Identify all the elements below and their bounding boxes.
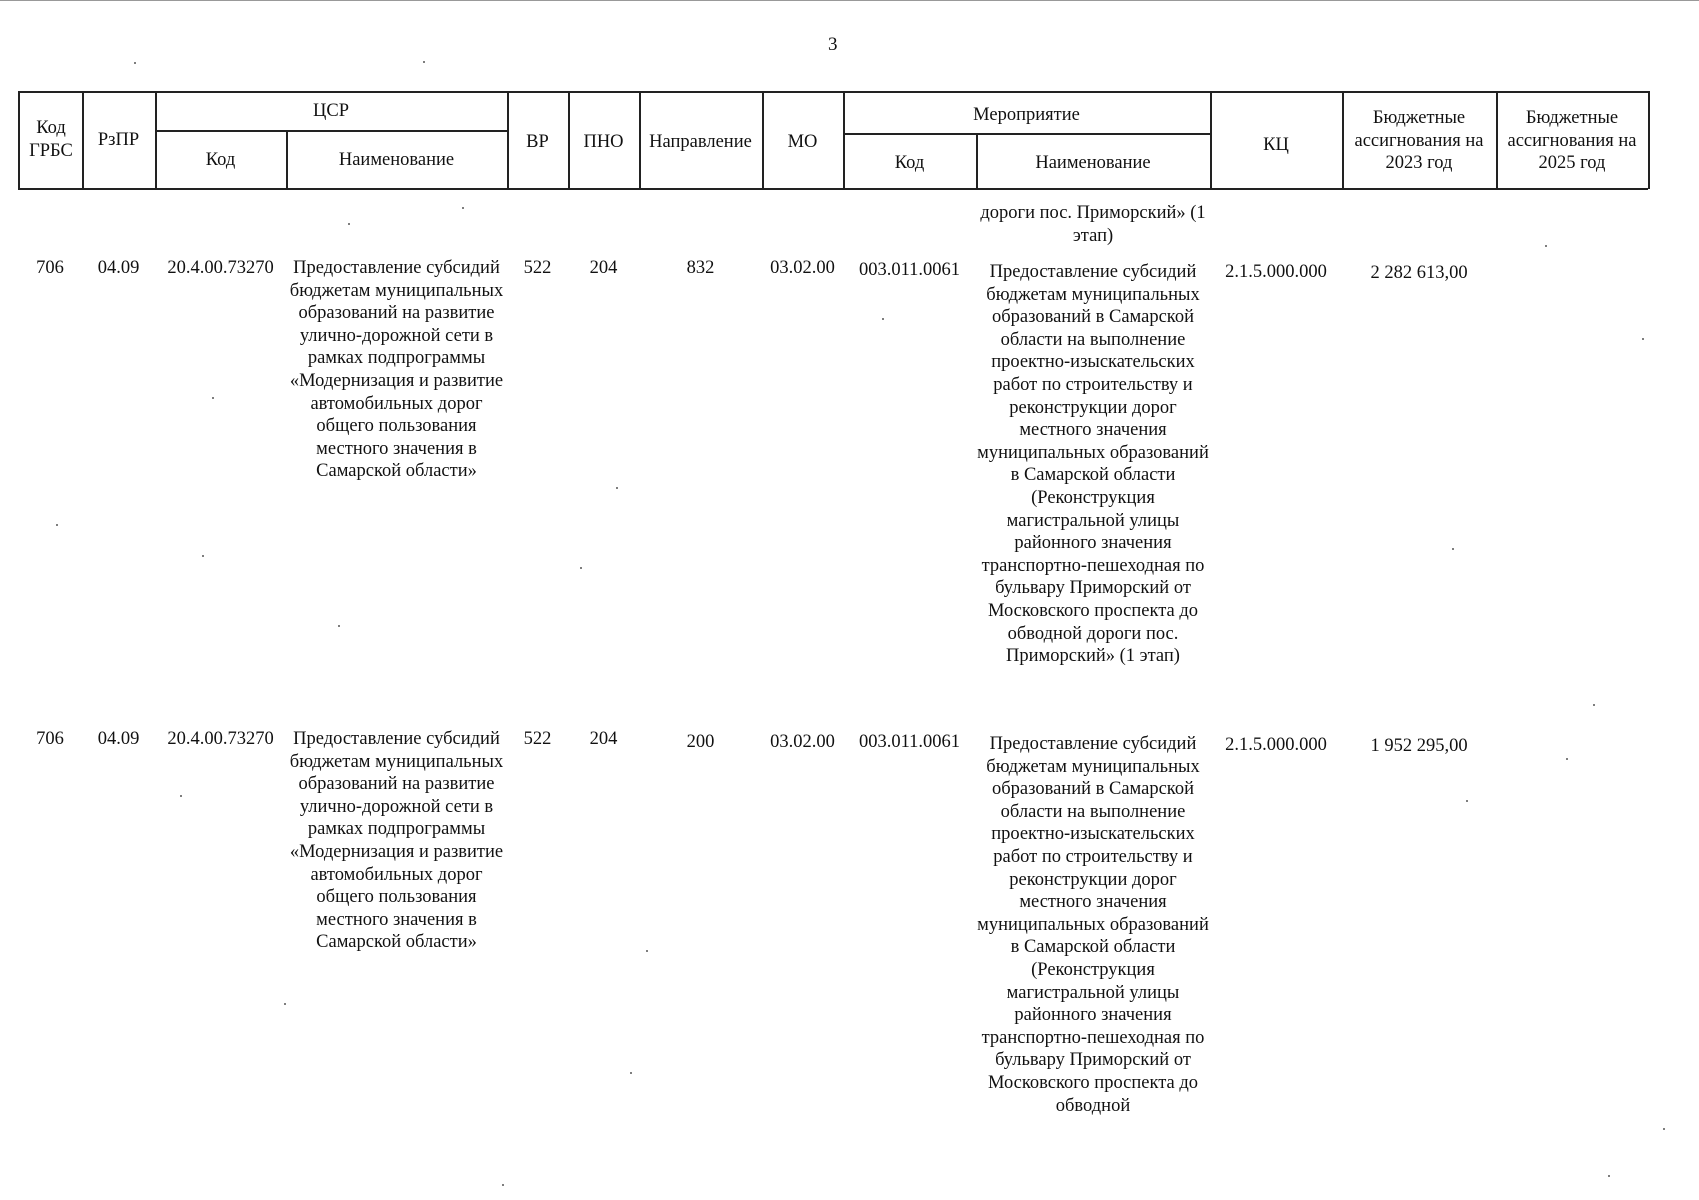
header-kc: КЦ [1263, 135, 1289, 155]
page-number: 3 [828, 34, 838, 55]
row-2-event-code: 003.011.0061 [858, 732, 961, 752]
scan-speck [212, 397, 214, 399]
header-event-name: Наименование [1035, 153, 1151, 173]
scan-speck [1466, 800, 1468, 802]
scan-speck [1608, 1175, 1610, 1177]
grid-line [1648, 91, 1650, 189]
row-1-budget-2023: 2 282 613,00 [1370, 263, 1468, 283]
row-2-event-name: Предоставление субсидий бюджетам муниципальных образований в Самарской области на выполнение проектно-изыскательских работ по строительству и реконструкции дорог местного значения муниципальных образований в Самарской области (Реконструкция магистральной улицы районного значения транспортно-пешеходная по бульвару Приморский от Московского проспекта до обводной [977, 734, 1209, 1116]
row-2-pno: 204 [589, 729, 618, 749]
row-1-rzpr: 04.09 [97, 258, 140, 278]
header-csr-name: Наименование [338, 150, 455, 170]
event-sub-rule [843, 133, 1210, 135]
scan-speck [338, 625, 340, 627]
row-1-csr-code: 20.4.00.73270 [167, 258, 274, 278]
row-2-kc: 2.1.5.000.000 [1225, 735, 1327, 755]
scan-speck [580, 567, 582, 569]
scan-speck [462, 207, 464, 209]
header-budget-2023: Бюджетные ассигнования на 2023 год [1354, 108, 1484, 174]
scan-speck [1566, 758, 1568, 760]
row-2-direction: 200 [686, 732, 715, 752]
header-bottom-rule [18, 188, 1648, 190]
row-1-vr: 522 [523, 258, 552, 278]
row-2-rzpr: 04.09 [97, 729, 140, 749]
header-budget-2025: Бюджетные ассигнования на 2025 год [1507, 108, 1637, 174]
scan-speck [1545, 245, 1547, 247]
page-top-edge [0, 0, 1699, 1]
scan-speck [180, 795, 182, 797]
header-pno: ПНО [583, 132, 624, 152]
header-top-rule [18, 91, 1648, 93]
scan-speck [134, 62, 136, 64]
header-vr: ВР [526, 132, 549, 152]
scan-speck [423, 61, 425, 63]
header-csr-code: Код [205, 150, 236, 170]
scan-speck [1593, 704, 1595, 706]
header-mo: МО [787, 132, 818, 152]
scan-speck [646, 950, 648, 952]
scan-speck [616, 487, 618, 489]
row-1-kc: 2.1.5.000.000 [1225, 262, 1327, 282]
continuation-text: дороги пос. Приморский» (1 этап) [980, 203, 1206, 246]
scan-speck [630, 1072, 632, 1074]
header-direction: Направление [649, 132, 752, 152]
row-1-csr-name: Предоставление субсидий бюджетам муниципальных образований на развитие улично-дорожной сети в рамках подпрограммы «Модернизация и развитие автомобильных дорог общего пользования местного значения в Самарской области» [289, 258, 504, 482]
row-1-event-code: 003.011.0061 [858, 260, 961, 280]
row-1-grbs: 706 [36, 258, 64, 278]
header-csr: ЦСР [313, 101, 349, 121]
header-event: Мероприятие [973, 105, 1080, 125]
scan-speck [882, 318, 884, 320]
csr-sub-rule [155, 130, 507, 132]
row-2-csr-code: 20.4.00.73270 [167, 729, 274, 749]
scan-speck [1642, 338, 1644, 340]
scan-speck [56, 524, 58, 526]
row-1-pno: 204 [589, 258, 618, 278]
scan-speck [502, 1184, 504, 1186]
header-grbs: Код ГРБС [29, 118, 73, 161]
scan-speck [348, 223, 350, 225]
grid-line [18, 91, 20, 189]
row-1-mo: 03.02.00 [770, 258, 835, 278]
grid-line [1496, 91, 1498, 189]
scan-speck [1452, 548, 1454, 550]
header-rzpr: РзПР [97, 130, 140, 150]
scan-speck [284, 1003, 286, 1005]
grid-line [1342, 91, 1344, 189]
row-1-event-name: Предоставление субсидий бюджетам муниципальных образований в Самарской области на выполнение проектно-изыскательских работ по строительству и реконструкции дорог местного значения муниципальных образований в Самарской области (Реконструкция магистральной улицы районного значения транспортно-пешеходная по бульвару Приморский от Московского проспекта до обводной дороги пос. Приморский» (1 этап) [977, 262, 1209, 667]
row-1-direction: 832 [686, 258, 715, 278]
scan-speck [1663, 1128, 1665, 1130]
header-event-code: Код [894, 153, 925, 173]
row-2-csr-name: Предоставление субсидий бюджетам муниципальных образований на развитие улично-дорожной сети в рамках подпрограммы «Модернизация и развитие автомобильных дорог общего пользования местного значения в Самарской области» [289, 729, 504, 953]
row-2-vr: 522 [523, 729, 552, 749]
row-2-grbs: 706 [36, 729, 64, 749]
scan-speck [202, 555, 204, 557]
row-2-mo: 03.02.00 [770, 732, 835, 752]
row-2-budget-2023: 1 952 295,00 [1370, 736, 1468, 756]
